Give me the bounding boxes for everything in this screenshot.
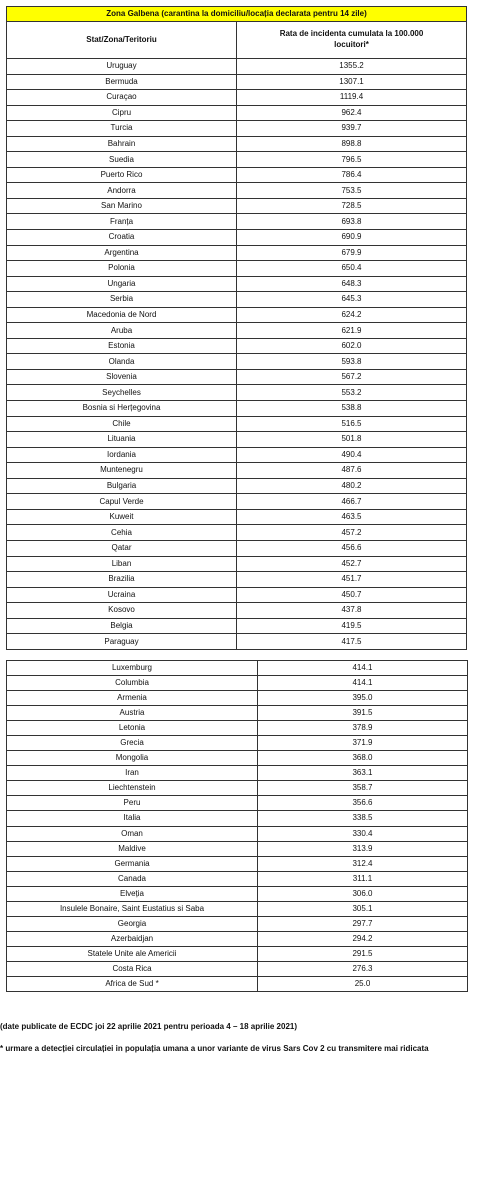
rate-cell: 391.5 bbox=[258, 706, 468, 721]
rate-cell: 567.2 bbox=[237, 369, 467, 385]
country-cell: Insulele Bonaire, Saint Eustatius si Saba bbox=[7, 901, 258, 916]
source-note: (date publicate de ECDC joi 22 aprilie 2021 pentru perioada 4 – 18 aprilie 2021) bbox=[0, 1022, 297, 1031]
table-row bbox=[7, 931, 468, 946]
rate-cell: 466.7 bbox=[237, 494, 467, 510]
rate-cell: 417.5 bbox=[237, 634, 467, 650]
country-cell: Liban bbox=[7, 556, 237, 572]
rate-cell: 25.0 bbox=[258, 976, 468, 991]
country-cell: Uruguay bbox=[7, 59, 237, 75]
rate-cell: 313.9 bbox=[258, 841, 468, 856]
rate-cell: 437.8 bbox=[237, 603, 467, 619]
country-cell: Bulgaria bbox=[7, 478, 237, 494]
table-row bbox=[7, 661, 468, 676]
table-row bbox=[7, 572, 467, 588]
rate-cell: 1307.1 bbox=[237, 74, 467, 90]
table-row bbox=[7, 796, 468, 811]
rate-cell: 363.1 bbox=[258, 766, 468, 781]
rate-cell: 297.7 bbox=[258, 916, 468, 931]
country-cell: Oman bbox=[7, 826, 258, 841]
country-cell: Cipru bbox=[7, 105, 237, 121]
rate-cell: 311.1 bbox=[258, 871, 468, 886]
rate-cell: 356.6 bbox=[258, 796, 468, 811]
country-cell: Bermuda bbox=[7, 74, 237, 90]
rate-cell: 593.8 bbox=[237, 354, 467, 370]
rate-cell: 796.5 bbox=[237, 152, 467, 168]
country-cell: Bahrain bbox=[7, 136, 237, 152]
country-cell: Statele Unite ale Americii bbox=[7, 946, 258, 961]
country-cell: Argentina bbox=[7, 245, 237, 261]
country-cell: Aruba bbox=[7, 323, 237, 339]
table-row bbox=[7, 509, 467, 525]
rate-cell: 693.8 bbox=[237, 214, 467, 230]
country-cell: Estonia bbox=[7, 338, 237, 354]
rate-cell: 291.5 bbox=[258, 946, 468, 961]
table-row bbox=[7, 401, 467, 417]
country-cell: Peru bbox=[7, 796, 258, 811]
table-row bbox=[7, 447, 467, 463]
country-cell: Belgia bbox=[7, 618, 237, 634]
yellow-zone-table-part2 bbox=[6, 660, 468, 992]
table-row bbox=[7, 886, 468, 901]
table-row bbox=[7, 338, 467, 354]
country-cell: Puerto Rico bbox=[7, 167, 237, 183]
table-row bbox=[7, 369, 467, 385]
table-row bbox=[7, 152, 467, 168]
rate-cell: 419.5 bbox=[237, 618, 467, 634]
country-cell: Slovenia bbox=[7, 369, 237, 385]
table-row bbox=[7, 214, 467, 230]
table-row bbox=[7, 198, 467, 214]
country-cell: Ucraina bbox=[7, 587, 237, 603]
table-row bbox=[7, 230, 467, 246]
rate-cell: 728.5 bbox=[237, 198, 467, 214]
rate-cell: 338.5 bbox=[258, 811, 468, 826]
table-row bbox=[7, 841, 468, 856]
country-cell: Germania bbox=[7, 856, 258, 871]
country-cell: Canada bbox=[7, 871, 258, 886]
table-row bbox=[7, 811, 468, 826]
rate-cell: 648.3 bbox=[237, 276, 467, 292]
table-row bbox=[7, 74, 467, 90]
rate-cell: 939.7 bbox=[237, 121, 467, 137]
rate-cell: 490.4 bbox=[237, 447, 467, 463]
table-row bbox=[7, 432, 467, 448]
rate-cell: 312.4 bbox=[258, 856, 468, 871]
country-cell: Italia bbox=[7, 811, 258, 826]
country-cell: Kosovo bbox=[7, 603, 237, 619]
table-row bbox=[7, 136, 467, 152]
country-cell: San Marino bbox=[7, 198, 237, 214]
rate-cell: 679.9 bbox=[237, 245, 467, 261]
table-row bbox=[7, 105, 467, 121]
country-cell: Chile bbox=[7, 416, 237, 432]
country-cell: Paraguay bbox=[7, 634, 237, 650]
rate-cell: 650.4 bbox=[237, 261, 467, 277]
rate-cell: 753.5 bbox=[237, 183, 467, 199]
table-row bbox=[7, 961, 468, 976]
rate-cell: 276.3 bbox=[258, 961, 468, 976]
country-cell: Luxemburg bbox=[7, 661, 258, 676]
rate-cell: 898.8 bbox=[237, 136, 467, 152]
country-cell: Franța bbox=[7, 214, 237, 230]
rate-cell: 516.5 bbox=[237, 416, 467, 432]
table-row bbox=[7, 540, 467, 556]
country-cell: Lituania bbox=[7, 432, 237, 448]
table-row bbox=[7, 385, 467, 401]
table-row bbox=[7, 261, 467, 277]
table-row bbox=[7, 871, 468, 886]
country-cell: Olanda bbox=[7, 354, 237, 370]
rate-cell: 621.9 bbox=[237, 323, 467, 339]
country-cell: Capul Verde bbox=[7, 494, 237, 510]
table-row bbox=[7, 556, 467, 572]
rate-cell: 645.3 bbox=[237, 292, 467, 308]
column-header-rate: Rata de incidenta cumulata la 100.000 locuitori* bbox=[237, 22, 467, 59]
table-row bbox=[7, 781, 468, 796]
country-cell: Elveția bbox=[7, 886, 258, 901]
rate-cell: 371.9 bbox=[258, 736, 468, 751]
country-cell: Armenia bbox=[7, 691, 258, 706]
table-row bbox=[7, 634, 467, 650]
table-row bbox=[7, 901, 468, 916]
table-row bbox=[7, 916, 468, 931]
table-row bbox=[7, 618, 467, 634]
table-header-row bbox=[7, 22, 467, 59]
table-row bbox=[7, 525, 467, 541]
yellow-zone-table-part1 bbox=[6, 6, 467, 650]
rate-cell: 378.9 bbox=[258, 721, 468, 736]
table-row bbox=[7, 245, 467, 261]
table-row bbox=[7, 603, 467, 619]
country-cell: Azerbaidjan bbox=[7, 931, 258, 946]
table-row bbox=[7, 721, 468, 736]
footnote: * urmare a detecției circulației in populația umana a unor variante de virus Sars Cov 2 cu transmitere mai ridicata bbox=[0, 1044, 429, 1053]
table-title: Zona Galbena (carantina la domiciliu/locația declarata pentru 14 zile) bbox=[7, 7, 467, 22]
table-row bbox=[7, 976, 468, 991]
table-row bbox=[7, 494, 467, 510]
rate-cell: 452.7 bbox=[237, 556, 467, 572]
rate-cell: 463.5 bbox=[237, 509, 467, 525]
country-cell: Iordania bbox=[7, 447, 237, 463]
rate-cell: 294.2 bbox=[258, 931, 468, 946]
table-row bbox=[7, 736, 468, 751]
country-cell: Letonia bbox=[7, 721, 258, 736]
column-header-country: Stat/Zona/Teritoriu bbox=[7, 22, 237, 59]
table-row bbox=[7, 292, 467, 308]
table-row bbox=[7, 59, 467, 75]
rate-cell: 487.6 bbox=[237, 463, 467, 479]
rate-cell: 305.1 bbox=[258, 901, 468, 916]
table-row bbox=[7, 751, 468, 766]
table-row bbox=[7, 354, 467, 370]
country-cell: Suedia bbox=[7, 152, 237, 168]
table-row bbox=[7, 307, 467, 323]
country-cell: Ungaria bbox=[7, 276, 237, 292]
rate-cell: 330.4 bbox=[258, 826, 468, 841]
country-cell: Muntenegru bbox=[7, 463, 237, 479]
table-row bbox=[7, 856, 468, 871]
rate-cell: 480.2 bbox=[237, 478, 467, 494]
table-row bbox=[7, 691, 468, 706]
country-cell: Kuweit bbox=[7, 509, 237, 525]
country-cell: Cehia bbox=[7, 525, 237, 541]
table-row bbox=[7, 676, 468, 691]
country-cell: Andorra bbox=[7, 183, 237, 199]
rate-cell: 451.7 bbox=[237, 572, 467, 588]
country-cell: Georgia bbox=[7, 916, 258, 931]
country-cell: Maldive bbox=[7, 841, 258, 856]
table-row bbox=[7, 587, 467, 603]
table-row bbox=[7, 276, 467, 292]
country-cell: Serbia bbox=[7, 292, 237, 308]
rate-cell: 553.2 bbox=[237, 385, 467, 401]
rate-cell: 690.9 bbox=[237, 230, 467, 246]
table-row bbox=[7, 90, 467, 106]
country-cell: Turcia bbox=[7, 121, 237, 137]
rate-cell: 457.2 bbox=[237, 525, 467, 541]
country-cell: Curaçao bbox=[7, 90, 237, 106]
rate-cell: 306.0 bbox=[258, 886, 468, 901]
rate-cell: 1355.2 bbox=[237, 59, 467, 75]
country-cell: Grecia bbox=[7, 736, 258, 751]
country-cell: Macedonia de Nord bbox=[7, 307, 237, 323]
table-row bbox=[7, 766, 468, 781]
rate-cell: 624.2 bbox=[237, 307, 467, 323]
table-row bbox=[7, 323, 467, 339]
rate-cell: 962.4 bbox=[237, 105, 467, 121]
table-row bbox=[7, 478, 467, 494]
country-cell: Iran bbox=[7, 766, 258, 781]
rate-cell: 358.7 bbox=[258, 781, 468, 796]
country-cell: Seychelles bbox=[7, 385, 237, 401]
rate-cell: 395.0 bbox=[258, 691, 468, 706]
rate-cell: 368.0 bbox=[258, 751, 468, 766]
table-row bbox=[7, 416, 467, 432]
country-cell: Africa de Sud * bbox=[7, 976, 258, 991]
country-cell: Qatar bbox=[7, 540, 237, 556]
table-row bbox=[7, 946, 468, 961]
rate-cell: 501.8 bbox=[237, 432, 467, 448]
rate-cell: 414.1 bbox=[258, 661, 468, 676]
rate-cell: 786.4 bbox=[237, 167, 467, 183]
country-cell: Costa Rica bbox=[7, 961, 258, 976]
country-cell: Croatia bbox=[7, 230, 237, 246]
table-row bbox=[7, 183, 467, 199]
rate-cell: 450.7 bbox=[237, 587, 467, 603]
rate-cell: 414.1 bbox=[258, 676, 468, 691]
table-title-row bbox=[7, 7, 467, 22]
table-row bbox=[7, 706, 468, 721]
table-row bbox=[7, 826, 468, 841]
table-row bbox=[7, 463, 467, 479]
country-cell: Polonia bbox=[7, 261, 237, 277]
rate-cell: 456.6 bbox=[237, 540, 467, 556]
table-row bbox=[7, 167, 467, 183]
rate-cell: 538.8 bbox=[237, 401, 467, 417]
table-row bbox=[7, 121, 467, 137]
country-cell: Mongolia bbox=[7, 751, 258, 766]
country-cell: Bosnia si Herțegovina bbox=[7, 401, 237, 417]
country-cell: Liechtenstein bbox=[7, 781, 258, 796]
country-cell: Brazilia bbox=[7, 572, 237, 588]
country-cell: Austria bbox=[7, 706, 258, 721]
rate-cell: 602.0 bbox=[237, 338, 467, 354]
rate-cell: 1119.4 bbox=[237, 90, 467, 106]
country-cell: Columbia bbox=[7, 676, 258, 691]
